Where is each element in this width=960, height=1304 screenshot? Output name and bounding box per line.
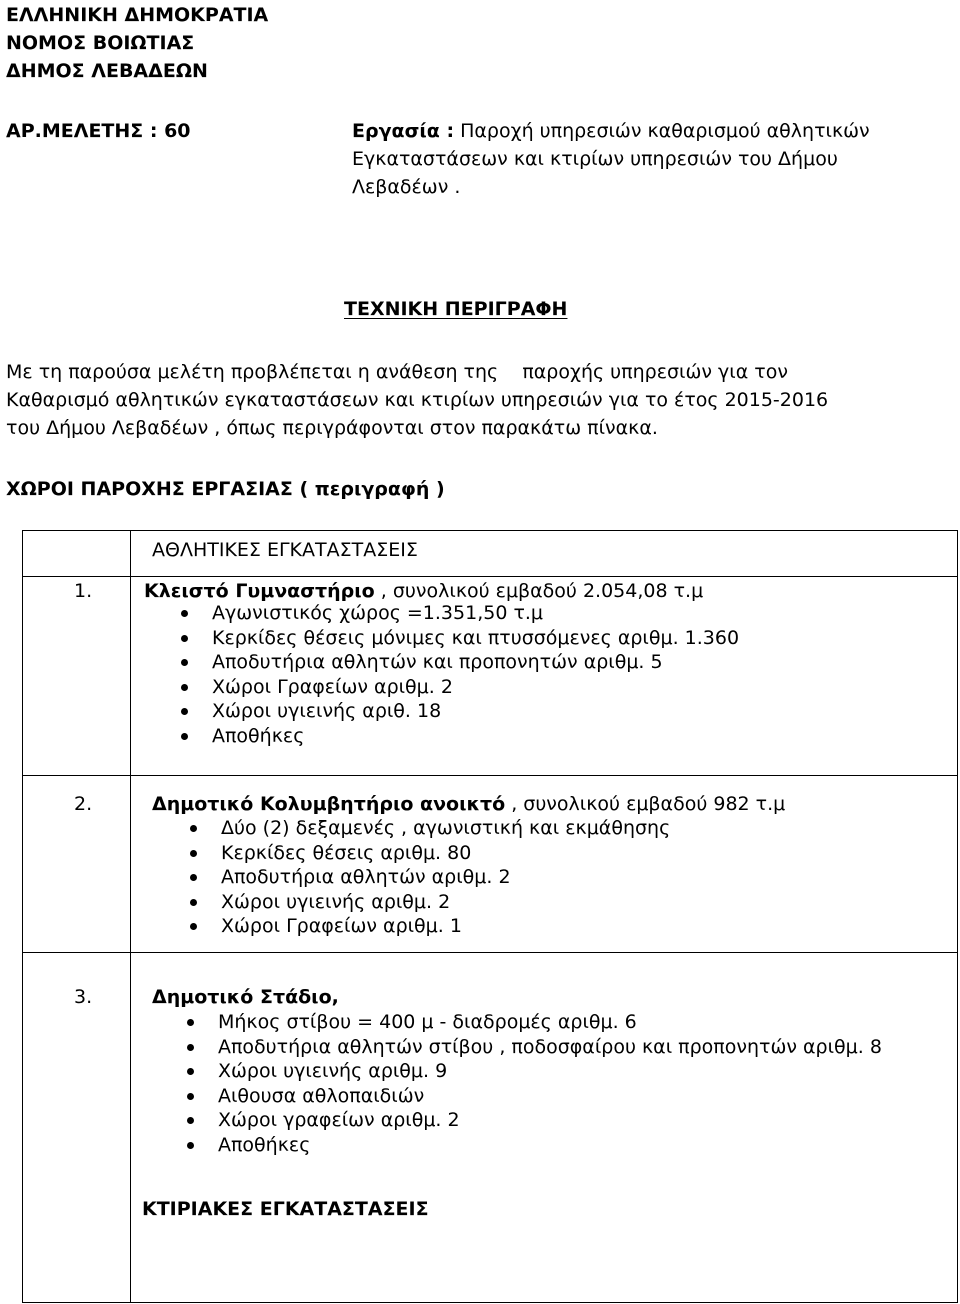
bullet-item: Χώροι υγιεινής αριθμ. 9	[218, 1059, 882, 1084]
list-item	[152, 984, 339, 1010]
table-column-divider	[130, 531, 131, 1302]
work-description	[352, 116, 870, 146]
page-title: ΤΕΧΝΙΚΗ ΠΕΡΙΓΡΑΦΗ	[344, 298, 568, 320]
table-row-divider	[23, 775, 957, 776]
work-line-3: Λεβαδέων .	[352, 176, 461, 198]
bullet-item: Αποδυτήρια αθλητών στίβου , ποδοσφαίρου και προπονητών αριθμ. 8	[218, 1035, 882, 1058]
item-1-bullets	[212, 601, 739, 748]
work-line-2: Εγκαταστάσεων και κτιρίων υπηρεσιών του Δήμου	[352, 148, 838, 170]
item-number: 3.	[74, 986, 93, 1008]
intro-line-2: Καθαρισμό αθλητικών εγκαταστάσεων και κτιρίων υπηρεσιών για το έτος 2015-2016	[6, 389, 829, 411]
bullet-item: Δύο (2) δεξαμενές , αγωνιστική και εκμάθησης	[221, 817, 671, 839]
bullet-item: Αιθουσα αθλοπαιδιών	[218, 1084, 882, 1109]
header-line-2: ΝΟΜΟΣ ΒΟΙΩΤΙΑΣ	[6, 32, 195, 54]
list-item	[152, 791, 785, 817]
item-2-bullets	[221, 816, 670, 939]
bullet-item: Χώροι υγιεινής αριθμ. 2	[221, 890, 670, 915]
intro-line-3: του Δήμου Λεβαδέων , όπως περιγράφονται στον παρακάτω πίνακα.	[6, 417, 658, 439]
intro-line-1: Με τη παρούσα μελέτη προβλέπεται η ανάθεση της παροχής υπηρεσιών για τον	[6, 361, 788, 383]
item-name: Κλειστό Γυμναστήριο	[144, 580, 375, 602]
item-number: 1.	[74, 580, 93, 602]
work-line-1: Παροχή υπηρεσιών καθαρισμού αθλητικών	[460, 120, 870, 142]
bullet-item: Αποθήκες	[218, 1133, 882, 1158]
bullet-item: Χώροι Γραφείων αριθμ. 1	[221, 914, 670, 939]
bullet-item: Μήκος στίβου = 400 μ - διαδρομές αριθμ. 6	[218, 1010, 882, 1035]
bullet-item: Χώροι γραφείων αριθμ. 2	[218, 1108, 882, 1133]
bullet-item: Κερκίδες θέσεις αριθμ. 80	[221, 841, 670, 866]
item-suffix: , συνολικού εμβαδού 2.054,08 τ.μ	[374, 580, 704, 602]
item-name: Δημοτικό Στάδιο,	[152, 986, 339, 1008]
bullet-item: Αποθήκες	[212, 724, 739, 749]
work-label: Εργασία :	[352, 120, 455, 142]
study-number: ΑΡ.ΜΕΛΕΤΗΣ : 60	[6, 120, 191, 142]
bullet-item: Αγωνιστικός χώρος =1.351,50 τ.μ	[212, 601, 739, 626]
header-line-1: ΕΛΛΗΝΙΚΗ ΔΗΜΟΚΡΑΤΙΑ	[6, 4, 269, 26]
item-suffix: , συνολικού εμβαδού 982 τ.μ	[505, 793, 786, 815]
bullet-item: Αποδυτήρια αθλητών και προπονητών αριθμ. 5	[212, 650, 739, 675]
table-row-divider	[23, 576, 957, 577]
section-heading: ΧΩΡΟΙ ΠΑΡΟΧΗΣ ΕΡΓΑΣΙΑΣ ( περιγραφή )	[6, 478, 445, 500]
bullet-item: Κερκίδες θέσεις μόνιμες και πτυσσόμενες αριθμ. 1.360	[212, 626, 740, 649]
item-3-bullets	[218, 1010, 882, 1157]
group-heading-athletic: ΑΘΛΗΤΙΚΕΣ ΕΓΚΑΤΑΣΤΑΣΕΙΣ	[152, 539, 418, 561]
item-number: 2.	[74, 793, 93, 815]
header-line-3: ΔΗΜΟΣ ΛΕΒΑΔΕΩΝ	[6, 60, 208, 82]
group-heading-buildings: ΚΤΙΡΙΑΚΕΣ ΕΓΚΑΤΑΣΤΑΣΕΙΣ	[142, 1198, 429, 1220]
bullet-item: Αποδυτήρια αθλητών αριθμ. 2	[221, 865, 670, 890]
bullet-item: Χώροι υγιεινής αριθ. 18	[212, 699, 739, 724]
item-name: Δημοτικό Κολυμβητήριο ανοικτό	[152, 793, 506, 815]
table-row-divider	[23, 952, 957, 953]
bullet-item: Χώροι Γραφείων αριθμ. 2	[212, 675, 739, 700]
